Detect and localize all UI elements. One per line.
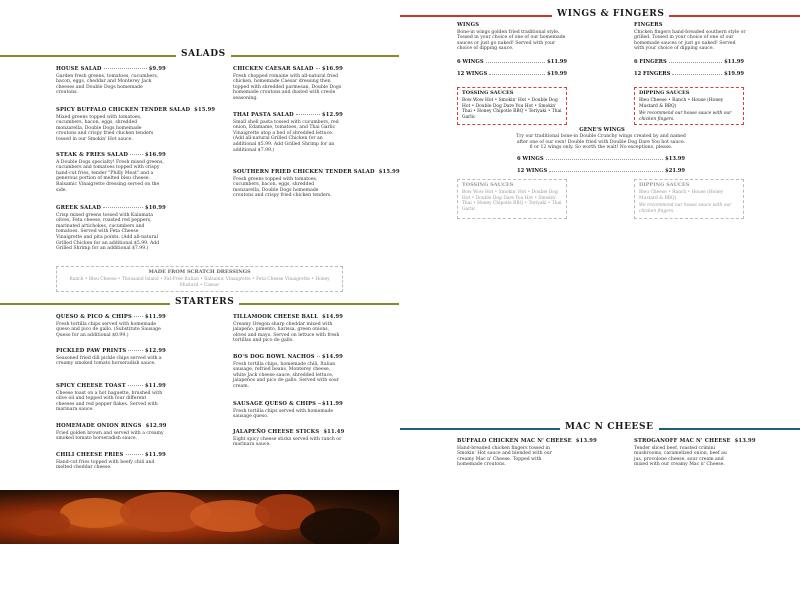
item-name: JALAPEÑO CHEESE STICKS [233,429,320,435]
dressings-box [56,266,343,292]
size-label: 12 WINGS [517,168,548,174]
menu-item [233,402,343,420]
wings-header [400,9,800,21]
size-row [517,168,685,174]
size-row [517,156,685,162]
fingers-block [634,23,746,52]
item-desc: Garden fresh greens, tomatoes, cucumbers, bacon, eggs, cheddar and Monterey Jack cheeses and Double Dogs homemade croutons. [56,73,159,96]
mac-header [400,422,800,434]
dipping-note: We recommend our house sauce with our chicken fingers. [639,111,732,122]
item-name: SPICY CHEESE TOAST [56,383,126,389]
dipping-note: We recommend our house sauce with our chicken fingers. [639,203,732,214]
dipping-title: DIPPING SAUCES [639,182,690,188]
item-price: $12.99 [144,348,166,354]
item-name: QUESO & PICO & CHIPS [56,314,132,320]
item-name: THAI PASTA SALAD [233,112,294,118]
tossing-sauces-box [457,87,567,125]
tossing-sauces-box-alt [457,179,567,219]
item-name: STEAK & FRIES SALAD [56,152,129,158]
item-desc: Fried golden brown and served with a creamy smoked tomato horseradish sauce. [56,430,164,442]
tossing-text: Bow Wow Hot • Smokin' Hot • Double Dog Hot • Double Dog Dare You Hot • Smokin' Thai • Honey Chipotle BBQ • Teriyaki • Thai Garlic [462,190,562,212]
wings-title: WINGS & FINGERS [552,9,669,19]
item-price: $11.99 [321,401,343,407]
size-label: 12 FINGERS [634,71,671,77]
size-price: $11.99 [547,59,567,65]
item-desc: Fresh tortilla chips served with homemade sausage queso. [233,408,334,420]
item-price: $12.99 [145,423,167,429]
item-price: $15.99 [378,169,400,175]
salads-title: SALADS [176,49,231,59]
item-desc: Hand-cut fries topped with beefy chili and melted cheddar cheese. [56,459,155,471]
wings-block [457,23,569,52]
starters-header [0,297,399,309]
item-name: GREEK SALAD [56,205,102,211]
item-name: WINGS [457,22,480,28]
menu-item [56,153,166,193]
menu-item [457,438,597,468]
item-desc: Fresh tortilla chips served with homemade queso and pico de gallo. (Substitute Sausage Queso for an additional $0.99.) [56,321,161,338]
item-desc: Mixed greens topped with tomatoes, cucumbers, bacon, eggs, shredded monzarella, Double Dogs homemade croutons and crispy fried chicken tenders tossed in our Smokin' Hot sauce. [56,114,154,142]
item-name: CHILI CHEESE FRIES [56,452,124,458]
menu-item [56,107,216,143]
menu-item [56,349,166,367]
tossing-title: TOSSING SAUCES [462,182,514,188]
menu-item [233,355,343,390]
item-name: SAUSAGE QUESO & CHIPS [233,401,317,407]
menu-item [233,67,343,102]
size-label: 6 WINGS [457,59,484,65]
item-price: $11.99 [144,314,166,320]
size-label: 6 FINGERS [634,59,667,65]
item-price: $15.99 [194,107,216,113]
menu-item [56,67,166,96]
size-price: $21.99 [665,168,685,174]
menu-item [56,315,166,338]
item-name: SPICY BUFFALO CHICKEN TENDER SALAD [56,107,191,113]
item-desc: Bone-in wings golden fried traditional style. Tossed in your choice of one of our homemade sauces or just go naked! Served with your choice of dipping sauce. [457,29,566,52]
dipping-title: DIPPING SAUCES [639,90,690,96]
item-price: $13.99 [575,438,597,444]
food-photo [0,490,399,544]
item-name: CHICKEN CAESAR SALAD [233,66,314,72]
item-price: $16.99 [321,66,343,72]
menu-item [233,430,343,448]
menu-item [56,384,166,413]
item-name: HOMEMADE ONION RINGS [56,423,142,429]
dipping-sauces-box [634,87,744,125]
item-price: $11.99 [144,452,166,458]
dressings-text: Ranch • Bleu Cheese • Thousand Island • Fat-Free Italian • Balsamic Vinaigrette • Feta Cheese Vinaigrette • Honey Mustard • Caesar [69,277,330,288]
item-price: $12.99 [321,112,343,118]
menu-item [233,113,343,153]
item-name: HOUSE SALAD [56,66,102,72]
item-price: $11.49 [323,429,345,435]
menu-item [634,438,756,468]
size-label: 12 WINGS [457,71,488,77]
item-desc: Fresh chopped romaine with all-natural fried chicken, homemade Caesar dressing then topped with shredded parmesan, Double Dogs homemade croutons and dusted with creole seasoning. [233,73,342,101]
item-desc: Creamy Oregon sharp cheddar mixed with jalapeño, pimento, harissa, green onions, olives and mayo. Served on lettuce with fresh tortillas and pico de gallo. [233,321,340,344]
size-price: $19.99 [547,71,567,77]
size-price: $13.99 [665,156,685,162]
item-price: $10.99 [144,205,166,211]
menu-item [233,169,400,199]
size-price: $11.99 [724,59,744,65]
dressings-title: MADE FROM SCRATCH DRESSINGS [148,269,251,275]
starters-title: STARTERS [170,297,239,307]
size-row [457,71,567,77]
item-name: SOUTHERN FRIED CHICKEN TENDER SALAD [233,169,375,175]
item-price: $11.99 [144,383,166,389]
item-desc: A Double Dogs specialty! Fresh mixed greens, cucumbers and tomatoes topped with crispy hand-cut fries, tender "Philly Meat" and a generous portion of melted bleu cheese. Balsamic Vinaigrette dressing served on the side. [56,159,164,193]
menu-item [56,424,166,442]
item-price: $9.99 [148,66,166,72]
item-name: PICKLED PAW PRINTS [56,348,127,354]
item-desc: Tender sliced beef, roasted crimini mushrooms, caramelized onion, beef au jus, provolone cheese, sour cream and mixed with our creamy Mac n' Cheese. [634,445,727,468]
size-label: 6 WINGS [517,156,544,162]
item-desc: Small shell pasta tossed with cucumbers, red onion, Edamame, tomatoes, and Thai Garlic Vinaigrette atop a bed of shredded lettuce. (Add all-natural Grilled Chicken for an additional $5.99. Add Grilled Shrimp for an additional $7.99.) [233,119,339,153]
item-price: $13.99 [734,438,756,444]
salads-header [0,49,399,61]
size-row [634,71,744,77]
item-desc: Chicken fingers hand-breaded southern style or grilled. Tossed in your choice of one of our homemade sauces or just go naked! Served with your choice of dipping sauce. [634,29,746,52]
item-name: BO'S DOG BOWL NACHOS [233,354,315,360]
tossing-text: Bow Wow Hot • Smokin' Hot • Double Dog Hot • Double Dog Dare You Hot • Smokin' Thai • Honey Chipotle BBQ • Teriyaki • Thai Garlic [462,98,562,120]
item-price: $14.99 [322,314,344,320]
genes-desc: Try our traditional bone-in Double Crunchy wings created by and named after one of our own! Double fried with Double Dog Dare You hot sauce. 6 or 12 wings only. So worth the wait! No exceptions, please. [516,134,686,151]
size-price: $19.99 [724,71,744,77]
size-row [634,59,744,65]
item-name: BUFFALO CHICKEN MAC N' CHEESE [457,438,572,444]
tossing-title: TOSSING SAUCES [462,90,514,96]
menu-item [233,315,343,344]
size-row [457,59,567,65]
item-desc: Seasoned fried dill pickle chips served with a creamy smoked tomato horseradish sauce. [56,355,162,367]
item-desc: Crisp mixed greens tossed with Kalamata olives, Feta cheese, roasted red peppers, marinated artichokes, cucumbers and tomatoes. Served with Feta Cheese Vinaigrette and pita points. (Add all-natural Grilled Chicken for an additional $5.99. Add Grilled Shrimp for an additional $7.99.) [56,212,160,252]
item-desc: Eight spicy cheese sticks served with ranch or marinara sauce. [233,436,342,448]
item-name: FINGERS [634,22,663,28]
item-desc: Fresh greens topped with tomatoes, cucumbers, bacon, eggs, shredded monzarella, Double Dogs homemade croutons and crispy fried chicken tenders. [233,176,332,199]
item-price: $16.99 [144,152,166,158]
item-desc: Hand-breaded chicken fingers tossed in Smokin' Hot sauce and blended with our creamy Mac n' Cheese. Topped with homemade croutons. [457,445,552,468]
dipping-text: Bleu Cheese • Ranch • House (Honey Mustard & BBQ) [639,190,724,201]
mac-title: MAC N CHEESE [560,422,659,432]
item-price: $14.99 [321,354,343,360]
dipping-text: Bleu Cheese • Ranch • House (Honey Mustard & BBQ) [639,98,724,109]
genes-title: GENE'S WINGS [579,127,625,133]
item-desc: Cheese toast on a hot baguette, brushed with olive oil and topped with four different cheeses and red pepper flakes. Served with marinara sauce. [56,390,163,413]
item-name: TILLAMOOK CHEESE BALL [233,314,319,320]
dipping-sauces-box-alt [634,179,744,219]
menu-item [56,206,166,252]
item-name: STROGANOFF MAC N' CHEESE [634,438,731,444]
menu-item [56,453,166,471]
item-desc: Fresh tortilla chips, homemade chili, Italian sausage, refried beans, Monterey cheese, white Jack cheese sauce, shredded lettuce, jalapeños and pico de gallo. Served with sour cream. [233,361,339,389]
